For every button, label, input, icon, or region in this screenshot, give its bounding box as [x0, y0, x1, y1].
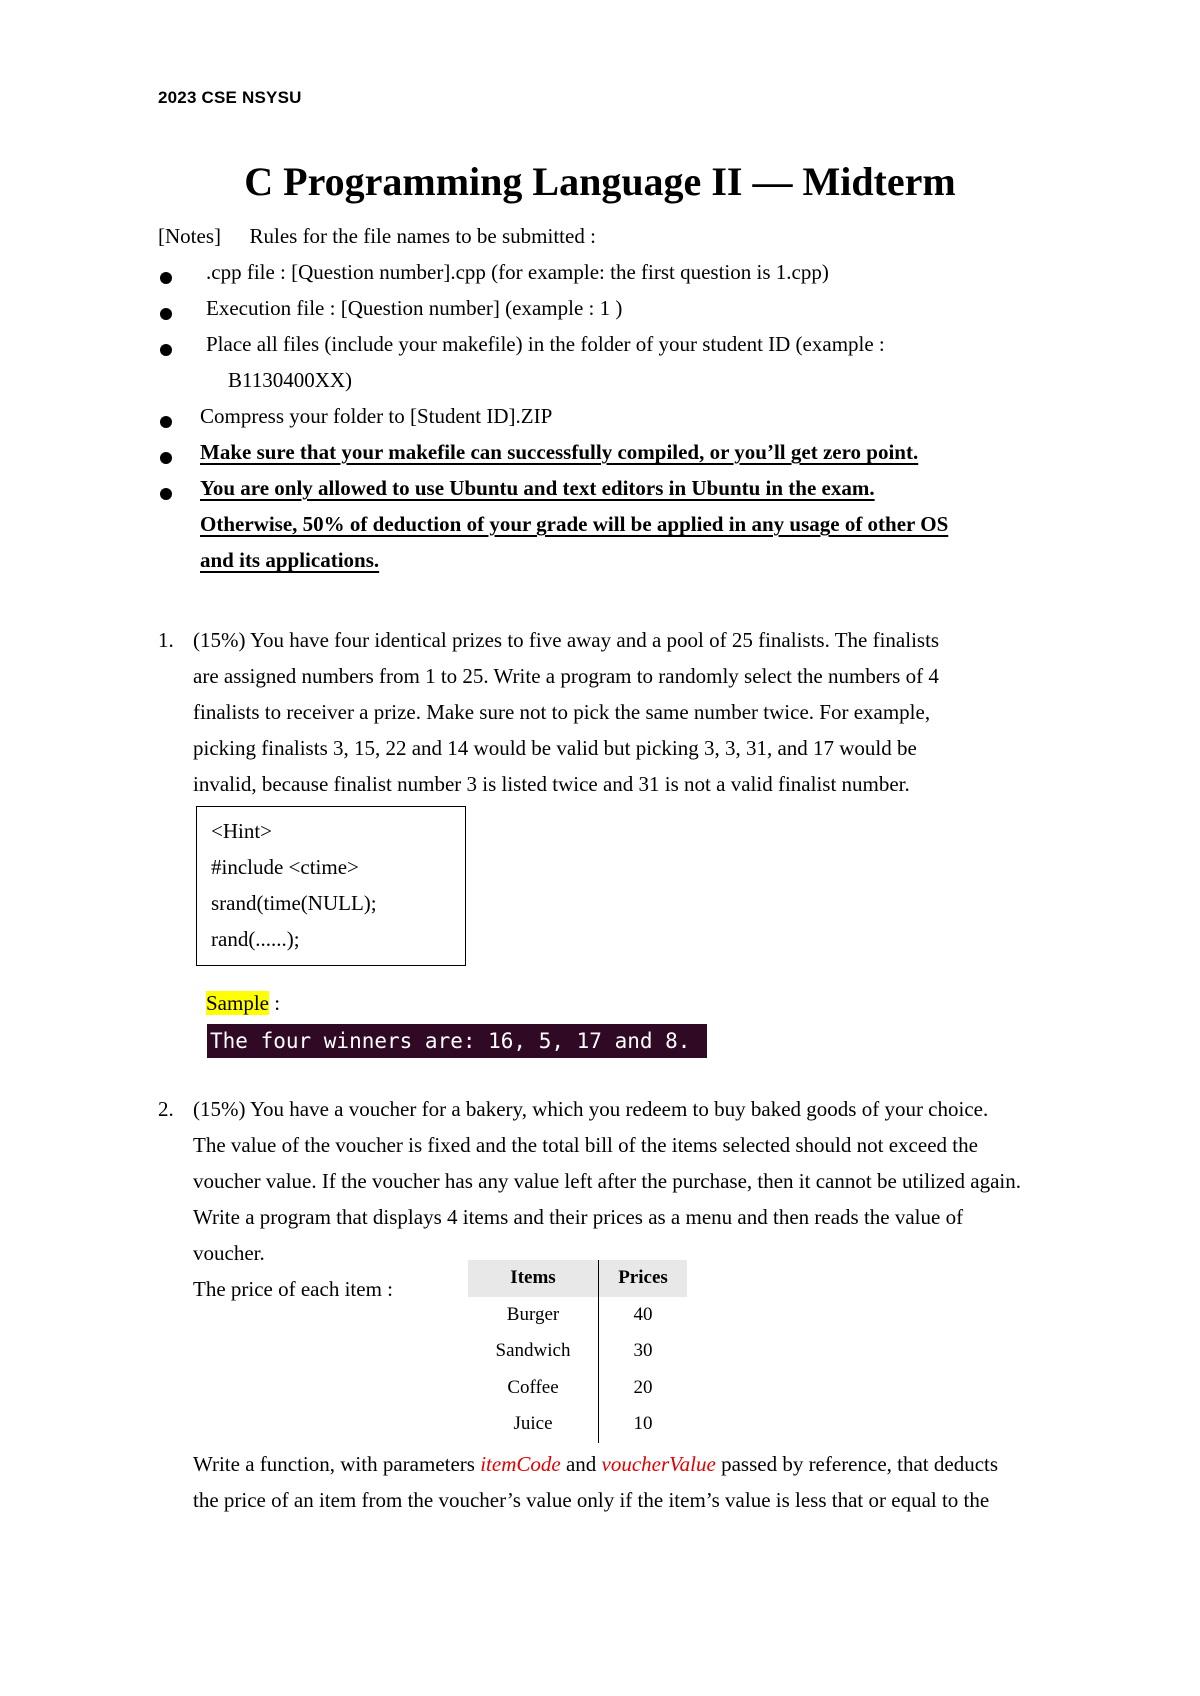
question-2-text: voucher. [193, 1241, 265, 1265]
question-2-text: (15%) You have a voucher for a bakery, which you redeem to buy baked goods of your choice. [193, 1097, 989, 1121]
table-cell-price: 10 [633, 1413, 653, 1435]
sample-highlight: Sample [206, 991, 269, 1015]
function-text-part: and [560, 1452, 602, 1476]
note-item-warning: and its applications. [200, 548, 380, 572]
hint-box [196, 806, 466, 966]
notes-line [158, 218, 596, 254]
table-cell-item: Sandwich [468, 1333, 599, 1370]
table-cell-item: Coffee [468, 1370, 599, 1407]
function-text-part: passed by reference, that deducts [715, 1452, 999, 1476]
table-row [468, 1297, 687, 1334]
table-cell-price: 30 [633, 1340, 653, 1362]
question-1-text: finalists to receiver a prize. Make sure not to pick the same number twice. For example, [193, 700, 931, 724]
question-1-text: picking finalists 3, 15, 22 and 14 would be valid but picking 3, 3, 31, and 17 would be [193, 736, 917, 760]
page-title: C Programming Language II — Midterm [244, 159, 956, 204]
question-2-text: The value of the voucher is fixed and the total bill of the items selected should not exceed the [193, 1133, 978, 1157]
sample-terminal-output: The four winners are: 16, 5, 17 and 8. [207, 1024, 707, 1058]
notes-intro: Rules for the file names to be submitted : [249, 224, 596, 248]
function-text-part: Write a function, with parameters [193, 1452, 481, 1476]
table-header-row [468, 1260, 687, 1297]
bullet-icon [160, 452, 172, 464]
note-item-continuation: B1130400XX) [228, 368, 353, 392]
question-2-text: The price of each item : [193, 1277, 393, 1301]
hint-line: srand(time(NULL); [211, 891, 377, 915]
table-row [468, 1333, 687, 1370]
bullet-icon [160, 308, 172, 320]
param-itemcode: itemCode [480, 1452, 561, 1476]
question-2-text: Write a program that displays 4 items and their prices as a menu and then reads the value of [193, 1205, 964, 1229]
table-header-items: Items [468, 1260, 599, 1297]
question-2-number: 2. [158, 1097, 174, 1121]
question-2-function-text: the price of an item from the voucher’s value only if the item’s value is less that or equal to the [193, 1488, 990, 1512]
bullet-icon [160, 344, 172, 356]
note-item: Place all files (include your makefile) in the folder of your student ID (example : [206, 332, 885, 356]
notes-label: [Notes] [158, 224, 221, 248]
hint-line: #include <ctime> [211, 855, 359, 879]
question-1-number: 1. [158, 628, 174, 652]
note-item: .cpp file : [Question number].cpp (for example: the first question is 1.cpp) [206, 260, 829, 284]
bullet-icon [160, 488, 172, 500]
note-item: Compress your folder to [Student ID].ZIP [200, 404, 553, 428]
table-cell-price: 20 [633, 1376, 653, 1398]
header-tag: 2023 CSE NSYSU [158, 88, 302, 107]
table-header-prices: Prices [599, 1260, 688, 1297]
bullet-icon [160, 272, 172, 284]
hint-line: <Hint> [211, 819, 273, 843]
question-1-text: are assigned numbers from 1 to 25. Write a program to randomly select the numbers of 4 [193, 664, 939, 688]
note-item-warning: You are only allowed to use Ubuntu and text editors in Ubuntu in the exam. [200, 476, 875, 500]
table-row [468, 1370, 687, 1407]
table-row [468, 1406, 687, 1443]
note-item: Execution file : [Question number] (example : 1 ) [206, 296, 623, 320]
note-item-warning: Otherwise, 50% of deduction of your grade will be applied in any usage of other OS [200, 512, 949, 536]
bullet-icon [160, 416, 172, 428]
table-cell-item: Burger [468, 1297, 599, 1334]
question-1-text: invalid, because finalist number 3 is listed twice and 31 is not a valid finalist number. [193, 772, 910, 796]
sample-colon: : [269, 991, 281, 1015]
sample-label [206, 985, 280, 1021]
table-cell-price: 40 [633, 1303, 653, 1325]
param-vouchervalue: voucherValue [601, 1452, 716, 1476]
table-cell-item: Juice [468, 1406, 599, 1443]
note-item-warning: Make sure that your makefile can successfully compiled, or you’ll get zero point. [200, 440, 919, 464]
question-1-text: (15%) You have four identical prizes to five away and a pool of 25 finalists. The finalists [193, 628, 940, 652]
question-2-text: voucher value. If the voucher has any value left after the purchase, then it cannot be utilized again. [193, 1169, 1021, 1193]
question-2-function-text [193, 1446, 998, 1482]
hint-line: rand(......); [211, 927, 300, 951]
price-table [468, 1260, 687, 1443]
